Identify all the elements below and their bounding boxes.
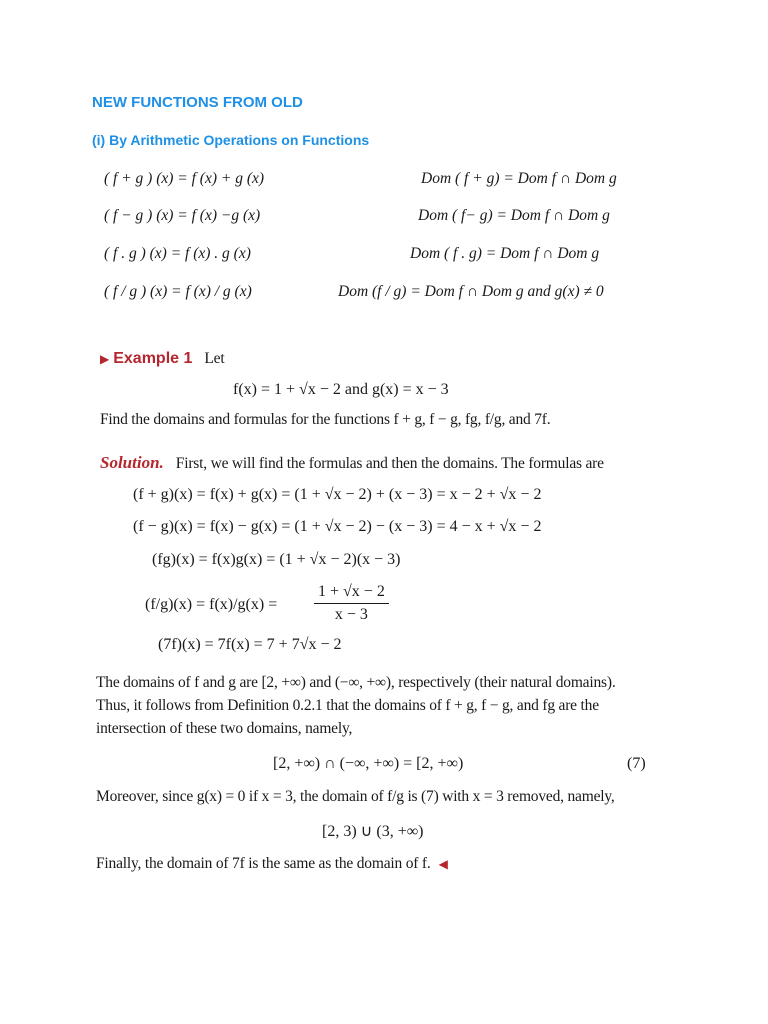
quotient-domain-paragraph: Moreover, since g(x) = 0 if x = 3, the domain of f/g is (7) with x = 3 removed, namely,: [96, 788, 615, 805]
formula-quotient-fraction: [314, 583, 389, 624]
domains-paragraph-line-2: Thus, it follows from Definition 0.2.1 that the domains of f + g, f − g, and fg are the: [96, 697, 599, 714]
formula-sum: (f + g)(x) = f(x) + g(x) = (1 + √x − 2) + (x − 3) = x − 2 + √x − 2: [133, 486, 542, 503]
rule-quotient-formula: ( f / g ) (x) = f (x) / g (x): [104, 283, 252, 300]
fraction-bar: [314, 603, 389, 604]
example-header: [100, 350, 224, 368]
page-heading: NEW FUNCTIONS FROM OLD: [92, 94, 303, 111]
solution-intro: First, we will find the formulas and then the domains. The formulas are: [175, 455, 604, 472]
equation-number: (7): [627, 755, 646, 772]
intersection-equation: [2, +∞) ∩ (−∞, +∞) = [2, +∞): [273, 755, 464, 772]
solution-label: Solution.: [100, 453, 164, 472]
rule-difference-formula: ( f − g ) (x) = f (x) −g (x): [104, 207, 261, 224]
example-task: Find the domains and formulas for the functions f + g, f − g, fg, f/g, and 7f.: [100, 411, 551, 428]
rule-sum-domain: Dom ( f + g) = Dom f ∩ Dom g: [421, 170, 617, 187]
domains-paragraph-line-3: intersection of these two domains, namely,: [96, 720, 353, 737]
formula-seven-f: (7f)(x) = 7f(x) = 7 + 7√x − 2: [158, 636, 342, 653]
fraction-denominator: x − 3: [334, 606, 368, 624]
triangle-right-icon: ▶: [100, 352, 110, 366]
rule-product-formula: ( f . g ) (x) = f (x) . g (x): [104, 245, 251, 262]
example-label: Example 1: [113, 350, 193, 367]
rule-sum-formula: ( f + g ) (x) = f (x) + g (x): [104, 170, 265, 187]
formula-product: (fg)(x) = f(x)g(x) = (1 + √x − 2)(x − 3): [152, 551, 401, 568]
rule-product-domain: Dom ( f . g) = Dom f ∩ Dom g: [410, 245, 600, 262]
section-subheading: (i) By Arithmetic Operations on Functions: [92, 132, 370, 148]
rule-quotient-domain: Dom (f / g) = Dom f ∩ Dom g and g(x) ≠ 0: [338, 283, 604, 300]
example-definitions: f(x) = 1 + √x − 2 and g(x) = x − 3: [233, 381, 449, 398]
final-text: Finally, the domain of 7f is the same as the domain of f.: [96, 855, 431, 872]
triangle-left-icon: ◀: [438, 857, 448, 871]
example-let: Let: [204, 350, 225, 367]
formula-difference: (f − g)(x) = f(x) − g(x) = (1 + √x − 2) − (x − 3) = 4 − x + √x − 2: [133, 518, 542, 535]
final-sentence: [96, 855, 448, 873]
fraction-numerator: 1 + √x − 2: [318, 583, 385, 600]
rule-difference-domain: Dom ( f− g) = Dom f ∩ Dom g: [418, 207, 610, 224]
union-expression: [2, 3) ∪ (3, +∞): [322, 823, 424, 840]
domains-paragraph-line-1: The domains of f and g are [2, +∞) and (−∞, +∞), respectively (their natural domains).: [96, 674, 616, 691]
formula-quotient-lhs: (f/g)(x) = f(x)/g(x) =: [145, 596, 278, 613]
solution-header: [100, 453, 604, 473]
